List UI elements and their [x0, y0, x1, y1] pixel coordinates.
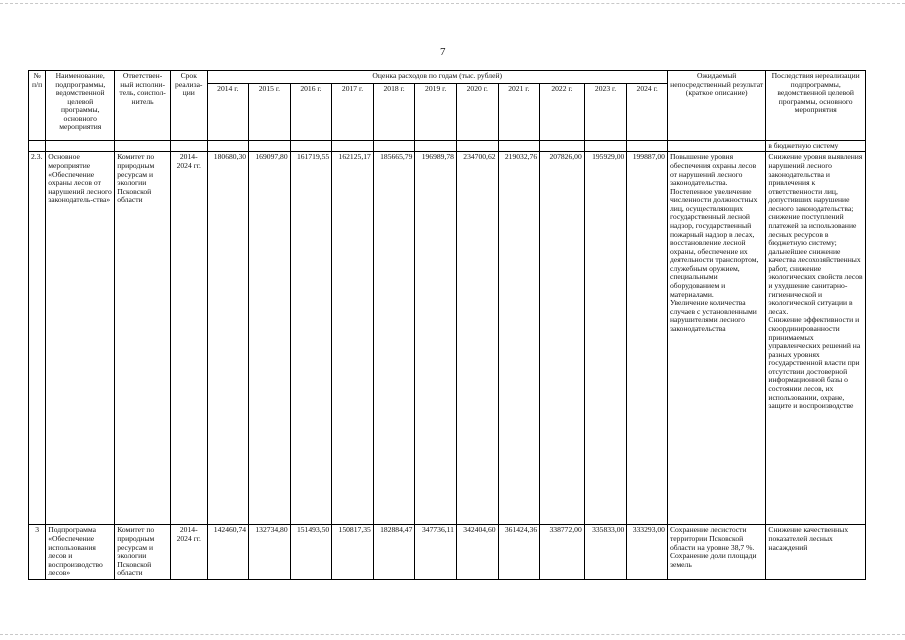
table-row [29, 525, 866, 580]
expected-paragraph: Увеличение количества случаев с установленными нарушителями лесного законодательства [669, 298, 757, 333]
row-value: 182884,47 [373, 525, 415, 580]
expected-paragraph: Постепенное увеличение численности должностных лиц, осуществляющих государственный лесной надзор, государственный пожарный надзор в лесах, восстановление лесной охраны, обеспечение их деятельности транспортом, служебным оружием, специальными оборудованием и материалами. [669, 186, 759, 299]
table-row [29, 152, 866, 525]
page-number: 7 [440, 46, 446, 58]
row-value: 185665,79 [373, 152, 415, 525]
row-value: 207826,00 [540, 152, 585, 525]
row-num: 3 [29, 525, 46, 580]
consequence-paragraph: Снижение качественных показателей лесных насаждений [768, 525, 849, 552]
expected-paragraph: Сохранение доли площади земель [669, 551, 757, 569]
header-year: 2024 г. [627, 84, 668, 141]
row-expected [667, 525, 765, 580]
header-year: 2018 г. [373, 84, 415, 141]
consequence-paragraph: снижение поступлений платежей за использование лесных ресурсов в бюджетную систему; [768, 212, 857, 248]
row-value: 162125,17 [332, 152, 374, 525]
header-year: 2019 г. [415, 84, 457, 141]
row-value: 333293,00 [627, 525, 668, 580]
header-year: 2020 г. [456, 84, 498, 141]
row-num: 2.3. [29, 152, 46, 525]
header-year: 2023 г. [584, 84, 627, 141]
header-year: 2021 г. [498, 84, 540, 141]
row-responsible: Комитет по природным ресурсам и экологии Псковской области [115, 525, 171, 580]
row-value: 347736,11 [415, 525, 457, 580]
row-value: 338772,00 [540, 525, 585, 580]
row-value: 150817,35 [332, 525, 374, 580]
header-costs: Оценка расходов по годам (тыс. рублей) [207, 71, 667, 84]
row-value: 195929,00 [584, 152, 627, 525]
header-year: 2016 г. [290, 84, 332, 141]
row-term: 2014-2024 гг. [170, 152, 207, 525]
budget-table [28, 70, 866, 580]
row-value: 234700,62 [456, 152, 498, 525]
row-value: 199887,00 [627, 152, 668, 525]
expected-paragraph: Повышение уровня обеспечения охраны лесов от нарушений лесного законодательства. [669, 152, 757, 188]
row-value: 132734,80 [249, 525, 291, 580]
row-name: Подпрограмма «Обеспечение использования лесов и воспроизводство лесов» [46, 525, 115, 580]
header-year: 2017 г. [332, 84, 374, 141]
row-expected [667, 152, 765, 525]
consequences-tail: в бюджетную систему [766, 141, 866, 152]
consequence-paragraph: Снижение эффективности и скоординированности принимаемых управленческих решений на разных уровнях государственной власти при отсутствии достоверной информационной базы о состоянии лесов, их использовании, охране, защите и воспроизводстве [768, 315, 861, 411]
row-value: 151493,50 [290, 525, 332, 580]
header-term: Срок реализа-ции [170, 71, 207, 141]
expected-paragraph: Сохранение лесистости территории Псковской области на уровне 38,7 %. [669, 525, 755, 552]
table-continuation-row [29, 141, 866, 152]
consequence-paragraph: Снижение уровня выявления нарушений лесного законодательства и привлечения к ответственности лиц, допустивших нарушение лесного законодательства; [768, 152, 863, 213]
scan-edge-top [0, 3, 905, 5]
row-responsible: Комитет по природным ресурсам и экологии Псковской области [115, 152, 171, 525]
header-responsible: Ответствен-ный исполни-тель, соиспол-нитель [115, 71, 171, 141]
scan-edge-bottom [0, 634, 905, 636]
header-year: 2014 г. [207, 84, 249, 141]
row-term: 2014-2024 гг. [170, 525, 207, 580]
row-value: 335833,00 [584, 525, 627, 580]
row-value: 161719,55 [290, 152, 332, 525]
consequence-paragraph: дальнейшее снижение качества лесохозяйственных работ, снижение экологических свойств лесов и ухудшение санитарно-гигиенической и экологической ситуации в лесах. [768, 246, 863, 316]
row-value: 219032,76 [498, 152, 540, 525]
header-year: 2015 г. [249, 84, 291, 141]
header-name: Наименование, подпрограммы, ведомственной целевой программы, основного мероприятия [46, 71, 115, 141]
row-consequences [766, 525, 866, 580]
header-num: № п/п [29, 71, 46, 141]
row-value: 196989,78 [415, 152, 457, 525]
row-value: 169097,80 [249, 152, 291, 525]
table-header-row [29, 71, 866, 84]
row-value: 180680,30 [207, 152, 249, 525]
row-value: 142460,74 [207, 525, 249, 580]
header-year: 2022 г. [540, 84, 585, 141]
row-name: Основное мероприятие «Обеспечение охраны лесов от нарушений лесного законодатель-ства» [46, 152, 115, 525]
row-value: 342404,60 [456, 525, 498, 580]
row-value: 361424,36 [498, 525, 540, 580]
header-consequences: Последствия нереализации подпрограммы, ведомственной целевой программы, основного мероприятия [766, 71, 866, 141]
row-consequences [766, 152, 866, 525]
header-expected: Ожидаемый непосредственный результат (краткое описание) [667, 71, 765, 141]
